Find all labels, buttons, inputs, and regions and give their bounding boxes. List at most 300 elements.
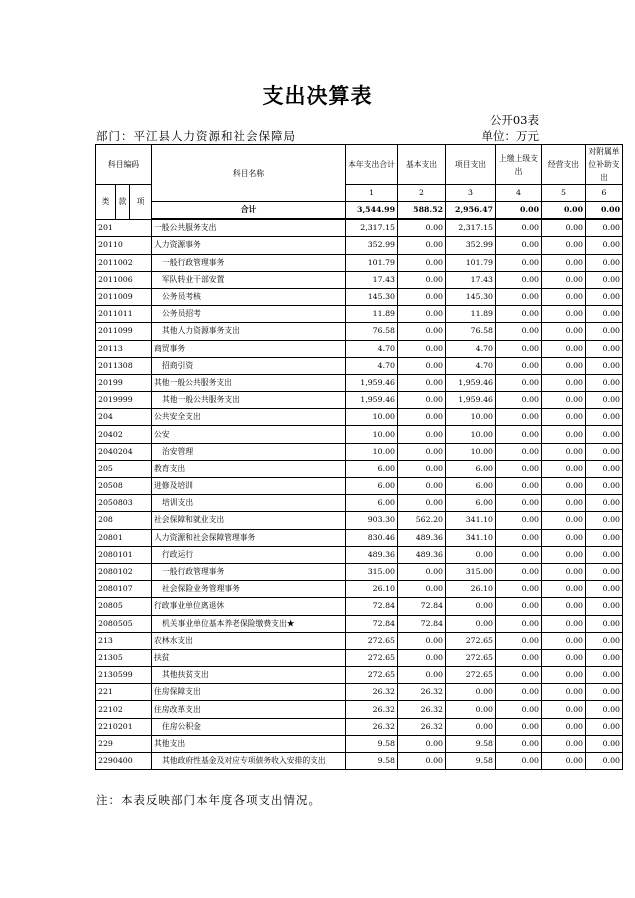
amount-total: 903.30: [346, 512, 398, 529]
amount-project: 272.65: [446, 632, 496, 649]
amount-subsidy: 0.00: [586, 237, 623, 254]
table-row: [96, 615, 623, 632]
amount-project: 0.00: [446, 615, 496, 632]
subject-name: 扶贫: [152, 649, 346, 666]
amount-project: 6.00: [446, 478, 496, 495]
form-number: 公开03表: [489, 113, 539, 127]
amount-basic: 0.00: [398, 735, 446, 752]
amount-project: 10.00: [446, 426, 496, 443]
amount-total: 9.58: [346, 753, 398, 770]
amount-total: 9.58: [346, 735, 398, 752]
amount-total: 26.32: [346, 701, 398, 718]
subject-code: 229: [96, 735, 152, 752]
amount-business: 0.00: [542, 409, 586, 426]
amount-business: 0.00: [542, 426, 586, 443]
table-row: [96, 495, 623, 512]
amount-total: 10.00: [346, 443, 398, 460]
amount-upper: 0.00: [496, 426, 542, 443]
amount-basic: 0.00: [398, 323, 446, 340]
amount-business: 0.00: [542, 288, 586, 305]
subject-name: 社会保障和就业支出: [152, 512, 346, 529]
amount-upper: 0.00: [496, 340, 542, 357]
amount-total: 489.36: [346, 546, 398, 563]
amount-total: 10.00: [346, 409, 398, 426]
amount-subsidy: 0.00: [586, 546, 623, 563]
amount-basic: 0.00: [398, 409, 446, 426]
amount-total: 76.58: [346, 323, 398, 340]
subject-name: 其他一般公共服务支出: [152, 392, 346, 409]
subject-code: 20402: [96, 426, 152, 443]
table-row: [96, 581, 623, 598]
amount-basic: 489.36: [398, 529, 446, 546]
subject-name: 其他扶贫支出: [152, 667, 346, 684]
amount-subsidy: 0.00: [586, 563, 623, 580]
total-business: 0.00: [542, 202, 586, 220]
amount-upper: 0.00: [496, 563, 542, 580]
table-row: [96, 512, 623, 529]
amount-business: 0.00: [542, 219, 586, 237]
amount-business: 0.00: [542, 323, 586, 340]
header-col1: 1: [346, 185, 398, 202]
subject-code: 2130599: [96, 667, 152, 684]
amount-total: 72.84: [346, 598, 398, 615]
amount-subsidy: 0.00: [586, 598, 623, 615]
amount-upper: 0.00: [496, 598, 542, 615]
amount-subsidy: 0.00: [586, 735, 623, 752]
unit-label: 单位：万元: [481, 129, 539, 143]
amount-business: 0.00: [542, 306, 586, 323]
amount-business: 0.00: [542, 357, 586, 374]
subject-name: 社会保险业务管理事务: [152, 581, 346, 598]
subject-name: 机关事业单位基本养老保险缴费支出★: [152, 615, 346, 632]
subject-name: 行政运行: [152, 546, 346, 563]
amount-subsidy: 0.00: [586, 615, 623, 632]
subject-code: 21305: [96, 649, 152, 666]
amount-project: 0.00: [446, 701, 496, 718]
header-col4: 4: [496, 185, 542, 202]
table-row: [96, 546, 623, 563]
subject-code: 2011308: [96, 357, 152, 374]
subject-name: 培训支出: [152, 495, 346, 512]
subject-code: 20801: [96, 529, 152, 546]
amount-business: 0.00: [542, 615, 586, 632]
subject-name: 住房公积金: [152, 718, 346, 735]
subject-code: 2050803: [96, 495, 152, 512]
amount-business: 0.00: [542, 718, 586, 735]
amount-total: 1,959.46: [346, 392, 398, 409]
amount-upper: 0.00: [496, 753, 542, 770]
amount-total: 315.00: [346, 563, 398, 580]
amount-business: 0.00: [542, 735, 586, 752]
amount-basic: 0.00: [398, 478, 446, 495]
page-title: 支出决算表: [262, 84, 373, 108]
subject-name: 公共安全支出: [152, 409, 346, 426]
amount-basic: 0.00: [398, 340, 446, 357]
department-label: 部门：平江县人力资源和社会保障局: [96, 129, 296, 143]
amount-basic: 72.84: [398, 598, 446, 615]
amount-total: 352.99: [346, 237, 398, 254]
amount-basic: 26.32: [398, 718, 446, 735]
amount-upper: 0.00: [496, 735, 542, 752]
amount-upper: 0.00: [496, 529, 542, 546]
subject-code: 2011009: [96, 288, 152, 305]
amount-total: 72.84: [346, 615, 398, 632]
amount-business: 0.00: [542, 478, 586, 495]
amount-project: 272.65: [446, 667, 496, 684]
subject-code: 2040204: [96, 443, 152, 460]
header-col5: 5: [542, 185, 586, 202]
amount-basic: 489.36: [398, 546, 446, 563]
subject-name: 一般行政管理事务: [152, 563, 346, 580]
amount-subsidy: 0.00: [586, 632, 623, 649]
amount-basic: 0.00: [398, 460, 446, 477]
amount-business: 0.00: [542, 443, 586, 460]
amount-upper: 0.00: [496, 478, 542, 495]
table-row: [96, 426, 623, 443]
subject-name: 教育支出: [152, 460, 346, 477]
subject-code: 2080505: [96, 615, 152, 632]
amount-basic: 26.32: [398, 701, 446, 718]
amount-business: 0.00: [542, 563, 586, 580]
header-xiang: 项: [130, 185, 152, 220]
amount-project: 9.58: [446, 753, 496, 770]
amount-basic: 0.00: [398, 632, 446, 649]
amount-basic: 0.00: [398, 443, 446, 460]
amount-business: 0.00: [542, 684, 586, 701]
subject-name: 商贸事务: [152, 340, 346, 357]
table-row: [96, 563, 623, 580]
amount-business: 0.00: [542, 495, 586, 512]
header-name: 科目名称: [152, 145, 346, 202]
total-subsidy: 0.00: [586, 202, 623, 220]
amount-upper: 0.00: [496, 684, 542, 701]
amount-upper: 0.00: [496, 237, 542, 254]
subject-name: 一般行政管理事务: [152, 254, 346, 271]
amount-subsidy: 0.00: [586, 649, 623, 666]
amount-upper: 0.00: [496, 357, 542, 374]
header-lei: 类: [96, 185, 116, 220]
subject-code: 20113: [96, 340, 152, 357]
amount-upper: 0.00: [496, 443, 542, 460]
amount-project: 26.10: [446, 581, 496, 598]
amount-subsidy: 0.00: [586, 684, 623, 701]
amount-total: 11.89: [346, 306, 398, 323]
amount-business: 0.00: [542, 546, 586, 563]
amount-project: 9.58: [446, 735, 496, 752]
total-label: 合计: [152, 202, 346, 220]
amount-subsidy: 0.00: [586, 323, 623, 340]
amount-business: 0.00: [542, 512, 586, 529]
amount-basic: 0.00: [398, 667, 446, 684]
amount-project: 272.65: [446, 649, 496, 666]
table-row: [96, 219, 623, 237]
amount-subsidy: 0.00: [586, 495, 623, 512]
amount-total: 6.00: [346, 495, 398, 512]
amount-basic: 0.00: [398, 753, 446, 770]
amount-total: 26.10: [346, 581, 398, 598]
subject-code: 20199: [96, 374, 152, 391]
amount-basic: 0.00: [398, 237, 446, 254]
subject-name: 招商引资: [152, 357, 346, 374]
table-row: [96, 667, 623, 684]
amount-subsidy: 0.00: [586, 426, 623, 443]
amount-project: 315.00: [446, 563, 496, 580]
amount-business: 0.00: [542, 667, 586, 684]
amount-upper: 0.00: [496, 288, 542, 305]
amount-basic: 0.00: [398, 649, 446, 666]
amount-project: 10.00: [446, 409, 496, 426]
header-upper: 上缴上级支出: [496, 145, 542, 185]
amount-project: 0.00: [446, 718, 496, 735]
amount-subsidy: 0.00: [586, 667, 623, 684]
amount-business: 0.00: [542, 598, 586, 615]
subject-name: 住房改革支出: [152, 701, 346, 718]
amount-total: 10.00: [346, 426, 398, 443]
amount-subsidy: 0.00: [586, 443, 623, 460]
amount-subsidy: 0.00: [586, 529, 623, 546]
amount-basic: 0.00: [398, 306, 446, 323]
amount-basic: 0.00: [398, 581, 446, 598]
header-col2: 2: [398, 185, 446, 202]
amount-subsidy: 0.00: [586, 753, 623, 770]
header-subsidy: 对附属单位补助支出: [586, 145, 623, 185]
amount-subsidy: 0.00: [586, 219, 623, 237]
amount-subsidy: 0.00: [586, 478, 623, 495]
amount-subsidy: 0.00: [586, 306, 623, 323]
amount-basic: 26.32: [398, 684, 446, 701]
amount-business: 0.00: [542, 632, 586, 649]
amount-total: 2,317.15: [346, 219, 398, 237]
amount-project: 1,959.46: [446, 392, 496, 409]
subject-code: 2080101: [96, 546, 152, 563]
table-row: [96, 271, 623, 288]
subject-name: 一般公共服务支出: [152, 219, 346, 237]
amount-business: 0.00: [542, 374, 586, 391]
amount-business: 0.00: [542, 340, 586, 357]
subject-code: 204: [96, 409, 152, 426]
amount-project: 145.30: [446, 288, 496, 305]
table-row: [96, 649, 623, 666]
amount-business: 0.00: [542, 581, 586, 598]
amount-project: 17.43: [446, 271, 496, 288]
header-col3: 3: [446, 185, 496, 202]
amount-basic: 0.00: [398, 288, 446, 305]
amount-business: 0.00: [542, 649, 586, 666]
table-row: [96, 478, 623, 495]
amount-subsidy: 0.00: [586, 374, 623, 391]
header-total: 本年支出合计: [346, 145, 398, 185]
subject-code: 208: [96, 512, 152, 529]
amount-basic: 0.00: [398, 495, 446, 512]
amount-upper: 0.00: [496, 219, 542, 237]
amount-upper: 0.00: [496, 632, 542, 649]
amount-project: 6.00: [446, 495, 496, 512]
total-total: 3,544.99: [346, 202, 398, 220]
amount-subsidy: 0.00: [586, 718, 623, 735]
amount-basic: 0.00: [398, 374, 446, 391]
amount-upper: 0.00: [496, 409, 542, 426]
table-row: [96, 392, 623, 409]
amount-upper: 0.00: [496, 323, 542, 340]
amount-basic: 0.00: [398, 271, 446, 288]
amount-project: 0.00: [446, 598, 496, 615]
amount-subsidy: 0.00: [586, 581, 623, 598]
subject-name: 军队转业干部安置: [152, 271, 346, 288]
header-project: 项目支出: [446, 145, 496, 185]
amount-upper: 0.00: [496, 546, 542, 563]
table-row: [96, 529, 623, 546]
amount-basic: 0.00: [398, 357, 446, 374]
subject-name: 其他一般公共服务支出: [152, 374, 346, 391]
amount-project: 4.70: [446, 340, 496, 357]
amount-project: 341.10: [446, 512, 496, 529]
amount-business: 0.00: [542, 753, 586, 770]
subject-name: 其他人力资源事务支出: [152, 323, 346, 340]
subject-code: 201: [96, 219, 152, 237]
subject-code: 2210201: [96, 718, 152, 735]
amount-upper: 0.00: [496, 667, 542, 684]
table-row: [96, 306, 623, 323]
amount-subsidy: 0.00: [586, 254, 623, 271]
amount-upper: 0.00: [496, 254, 542, 271]
amount-total: 4.70: [346, 357, 398, 374]
subject-code: 2011002: [96, 254, 152, 271]
amount-project: 341.10: [446, 529, 496, 546]
table-row: [96, 323, 623, 340]
amount-subsidy: 0.00: [586, 460, 623, 477]
amount-project: 101.79: [446, 254, 496, 271]
subject-name: 公务员招考: [152, 306, 346, 323]
amount-subsidy: 0.00: [586, 357, 623, 374]
header-kuan: 款: [116, 185, 130, 220]
amount-upper: 0.00: [496, 306, 542, 323]
subject-name: 人力资源事务: [152, 237, 346, 254]
subject-code: 20805: [96, 598, 152, 615]
amount-upper: 0.00: [496, 392, 542, 409]
amount-subsidy: 0.00: [586, 288, 623, 305]
subject-code: 2290400: [96, 753, 152, 770]
amount-total: 6.00: [346, 478, 398, 495]
subject-name: 行政事业单位离退休: [152, 598, 346, 615]
header-business: 经营支出: [542, 145, 586, 185]
amount-upper: 0.00: [496, 512, 542, 529]
amount-total: 1,959.46: [346, 374, 398, 391]
subject-name: 其他支出: [152, 735, 346, 752]
amount-total: 6.00: [346, 460, 398, 477]
table-row: [96, 632, 623, 649]
table-row: [96, 735, 623, 752]
header-code-group: 科目编码: [96, 145, 152, 185]
total-project: 2,956.47: [446, 202, 496, 220]
amount-project: 4.70: [446, 357, 496, 374]
amount-total: 26.32: [346, 684, 398, 701]
amount-project: 10.00: [446, 443, 496, 460]
table-row: [96, 753, 623, 770]
amount-project: 76.58: [446, 323, 496, 340]
amount-total: 145.30: [346, 288, 398, 305]
subject-name: 进修及培训: [152, 478, 346, 495]
amount-subsidy: 0.00: [586, 340, 623, 357]
subject-name: 住房保障支出: [152, 684, 346, 701]
amount-project: 0.00: [446, 684, 496, 701]
amount-upper: 0.00: [496, 615, 542, 632]
subject-code: 2080107: [96, 581, 152, 598]
table-body: [96, 219, 623, 770]
amount-upper: 0.00: [496, 649, 542, 666]
amount-upper: 0.00: [496, 701, 542, 718]
amount-basic: 0.00: [398, 563, 446, 580]
subject-name: 农林水支出: [152, 632, 346, 649]
amount-basic: 0.00: [398, 392, 446, 409]
amount-total: 26.32: [346, 718, 398, 735]
subject-code: 20110: [96, 237, 152, 254]
table-row: [96, 357, 623, 374]
amount-project: 6.00: [446, 460, 496, 477]
amount-upper: 0.00: [496, 374, 542, 391]
subject-code: 2011006: [96, 271, 152, 288]
footnote: 注：本表反映部门本年度各项支出情况。: [96, 793, 321, 807]
expenditure-table: [95, 144, 623, 770]
subject-name: 其他政府性基金及对应专项债务收入安排的支出: [152, 753, 346, 770]
amount-total: 830.46: [346, 529, 398, 546]
amount-total: 17.43: [346, 271, 398, 288]
header-col6: 6: [586, 185, 623, 202]
table-row: [96, 237, 623, 254]
header-basic: 基本支出: [398, 145, 446, 185]
amount-business: 0.00: [542, 392, 586, 409]
table-row: [96, 598, 623, 615]
amount-business: 0.00: [542, 237, 586, 254]
amount-project: 352.99: [446, 237, 496, 254]
amount-basic: 0.00: [398, 426, 446, 443]
subject-name: 公务员考核: [152, 288, 346, 305]
table-row: [96, 701, 623, 718]
subject-code: 22102: [96, 701, 152, 718]
amount-subsidy: 0.00: [586, 271, 623, 288]
subject-code: 2080102: [96, 563, 152, 580]
amount-project: 1,959.46: [446, 374, 496, 391]
amount-business: 0.00: [542, 460, 586, 477]
subject-name: 公安: [152, 426, 346, 443]
total-basic: 588.52: [398, 202, 446, 220]
table-row: [96, 340, 623, 357]
table-row: [96, 374, 623, 391]
amount-basic: 562.20: [398, 512, 446, 529]
amount-total: 272.65: [346, 649, 398, 666]
total-upper: 0.00: [496, 202, 542, 220]
amount-subsidy: 0.00: [586, 409, 623, 426]
table-row: [96, 443, 623, 460]
amount-business: 0.00: [542, 529, 586, 546]
table-row: [96, 460, 623, 477]
amount-business: 0.00: [542, 271, 586, 288]
amount-upper: 0.00: [496, 271, 542, 288]
amount-business: 0.00: [542, 254, 586, 271]
amount-basic: 72.84: [398, 615, 446, 632]
table-row: [96, 718, 623, 735]
table-row: [96, 409, 623, 426]
amount-subsidy: 0.00: [586, 701, 623, 718]
amount-project: 0.00: [446, 546, 496, 563]
amount-total: 101.79: [346, 254, 398, 271]
subject-name: 治安管理: [152, 443, 346, 460]
amount-basic: 0.00: [398, 219, 446, 237]
table-row: [96, 684, 623, 701]
subject-code: 205: [96, 460, 152, 477]
amount-total: 272.65: [346, 632, 398, 649]
amount-subsidy: 0.00: [586, 392, 623, 409]
subject-code: 2011099: [96, 323, 152, 340]
